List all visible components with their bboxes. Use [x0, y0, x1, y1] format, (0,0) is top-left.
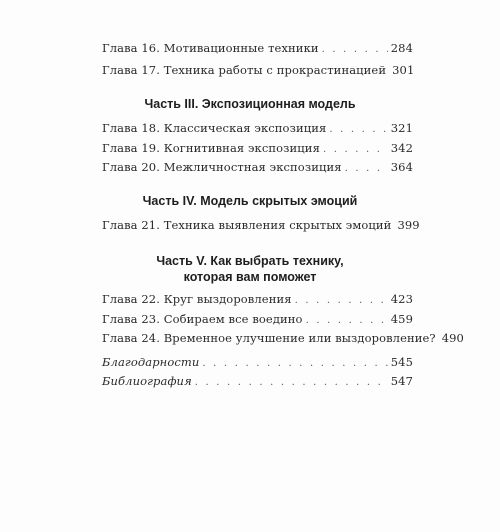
part-title-v-line1: Часть V. Как выбрать технику,	[156, 254, 344, 268]
entry-label: Глава 23. Собираем все воедино	[102, 312, 303, 326]
part-title-iv: Часть IV. Модель скрытых эмоций	[142, 194, 358, 208]
entry-page-number: 490	[441, 331, 464, 345]
dot-leader	[345, 161, 388, 177]
dot-leader	[329, 122, 387, 138]
entry-page-number: 301	[392, 63, 415, 77]
dot-leader	[322, 42, 388, 58]
toc-entry-ch19	[102, 140, 413, 156]
entry-label: Глава 24. Временное улучшение или выздоровление?	[102, 331, 436, 345]
toc-entry-ch24	[102, 330, 464, 346]
part-title-iii: Часть III. Экспозиционная модель	[144, 97, 356, 111]
entry-page-number: 423	[390, 292, 413, 306]
toc-entry-ch22	[102, 291, 413, 307]
entry-page-number: 545	[390, 355, 413, 369]
entry-label: Библиография	[102, 374, 192, 388]
entry-page-number: 399	[397, 218, 420, 232]
dot-leader	[202, 356, 387, 372]
entry-page-number: 364	[390, 160, 413, 174]
toc-entry-bibliography	[102, 373, 413, 389]
entry-label: Глава 22. Круг выздоровления	[102, 292, 292, 306]
toc-entry-ch18	[102, 120, 413, 136]
entry-label: Благодарности	[102, 355, 200, 369]
entry-page-number: 547	[390, 374, 413, 388]
entry-page-number: 284	[390, 41, 413, 55]
toc-entry-ch17	[102, 62, 413, 78]
dot-leader	[295, 293, 388, 309]
entry-page-number: 342	[390, 141, 413, 155]
entry-label: Глава 17. Техника работы с прокрастинацией	[102, 63, 387, 77]
entry-label: Глава 21. Техника выявления скрытых эмоций	[102, 218, 392, 232]
toc-entry-ch23	[102, 311, 413, 327]
entry-page-number: 321	[390, 121, 413, 135]
toc-entry-acknowledgments	[102, 354, 413, 370]
entry-label: Глава 20. Межличностная экспозиция	[102, 160, 342, 174]
entry-label: Глава 16. Мотивационные техники	[102, 41, 319, 55]
toc-entry-ch16	[102, 40, 413, 56]
dot-leader	[323, 142, 388, 158]
entry-label: Глава 18. Классическая экспозиция	[102, 121, 327, 135]
entry-label: Глава 19. Когнитивная экспозиция	[102, 141, 320, 155]
toc-entry-ch20	[102, 159, 413, 175]
dot-leader	[195, 375, 388, 391]
part-title-v-line2: которая вам поможет	[183, 270, 317, 284]
toc-entry-ch21	[102, 217, 420, 233]
dot-leader	[306, 313, 388, 329]
entry-page-number: 459	[390, 312, 413, 326]
